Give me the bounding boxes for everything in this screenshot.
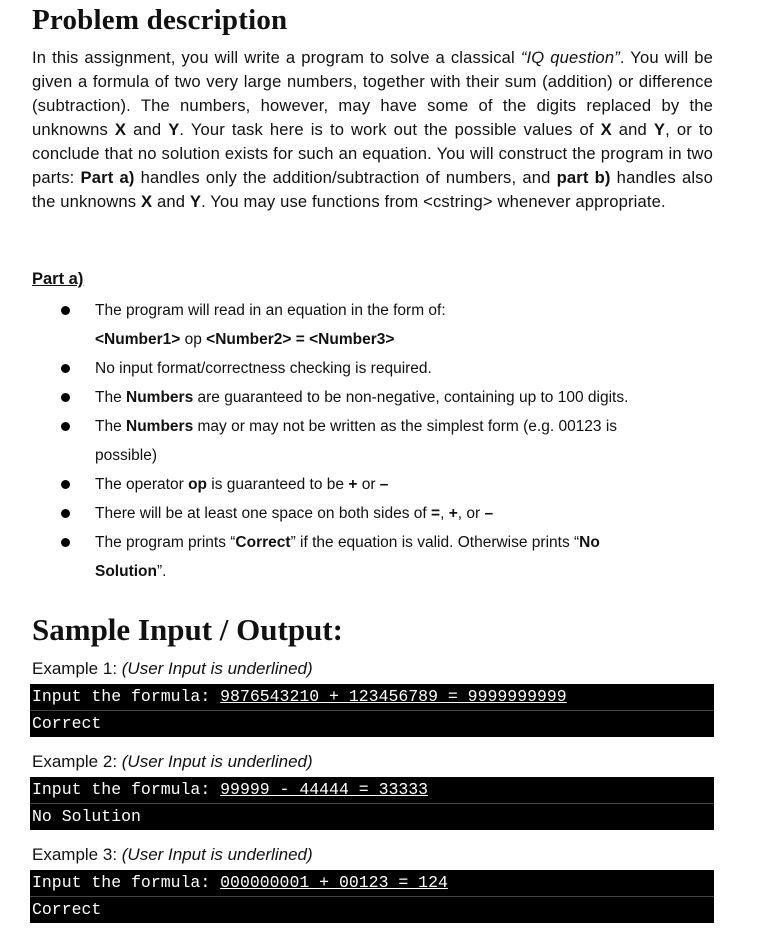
console-output-line: Correct bbox=[30, 896, 714, 923]
console-input-line: Input the formula: 99999 - 44444 = 33333 bbox=[32, 780, 429, 799]
page-title: Problem description bbox=[32, 4, 288, 36]
list-item: The Numbers are guaranteed to be non-negative, containing up to 100 digits. bbox=[32, 383, 716, 412]
bullet-icon bbox=[61, 422, 70, 431]
list-item: There will be at least one space on both sides of =, +, or – bbox=[32, 499, 716, 528]
bullet-icon bbox=[61, 364, 70, 373]
list-item: The Numbers may or may not be written as the simplest form (e.g. 00123 is possible) bbox=[32, 412, 716, 470]
intro-paragraph: In this assignment, you will write a program to solve a classical “IQ question”. You will be given a formula of two very large numbers, together with their sum (addition) or difference (subtraction). The numbers, however, may have some of the digits replaced by the unknowns X and Y. Your task here is to work out the possible values of X and Y, or to conclude that no solution exists for such an equation. You will construct the program in two parts: Part a) handles only the addition/subtraction of numbers, and part b) handles also the unknowns X and Y. You may use functions from <cstring> whenever appropriate. bbox=[32, 48, 713, 211]
console-output-line: No Solution bbox=[30, 803, 714, 830]
part-a-heading: Part a) bbox=[32, 270, 84, 288]
list-item: The program prints “Correct” if the equation is valid. Otherwise prints “No Solution”. bbox=[32, 528, 716, 586]
bullet-icon bbox=[61, 509, 70, 518]
bullet-icon bbox=[61, 306, 70, 315]
example-1-console bbox=[30, 684, 714, 737]
example-1-label: Example 1: (User Input is underlined) bbox=[32, 659, 313, 678]
example-2-label: Example 2: (User Input is underlined) bbox=[32, 752, 313, 771]
list-item: The program will read in an equation in the form of: <Number1> op <Number2> = <Number3> bbox=[32, 296, 716, 354]
example-3-console bbox=[30, 870, 714, 923]
sample-heading: Sample Input / Output: bbox=[32, 612, 343, 647]
bullet-icon bbox=[61, 393, 70, 402]
console-input-line: Input the formula: 9876543210 + 123456789 = 9999999999 bbox=[32, 687, 567, 706]
example-2-console bbox=[30, 777, 714, 830]
bullet-icon bbox=[61, 538, 70, 547]
bullet-icon bbox=[61, 480, 70, 489]
list-item: The operator op is guaranteed to be + or – bbox=[32, 470, 716, 499]
list-item: No input format/correctness checking is required. bbox=[32, 354, 716, 383]
example-3-label: Example 3: (User Input is underlined) bbox=[32, 845, 313, 864]
console-output-line: Correct bbox=[30, 710, 714, 737]
part-a-list bbox=[32, 296, 716, 586]
console-input-line: Input the formula: 000000001 + 00123 = 124 bbox=[32, 873, 448, 892]
